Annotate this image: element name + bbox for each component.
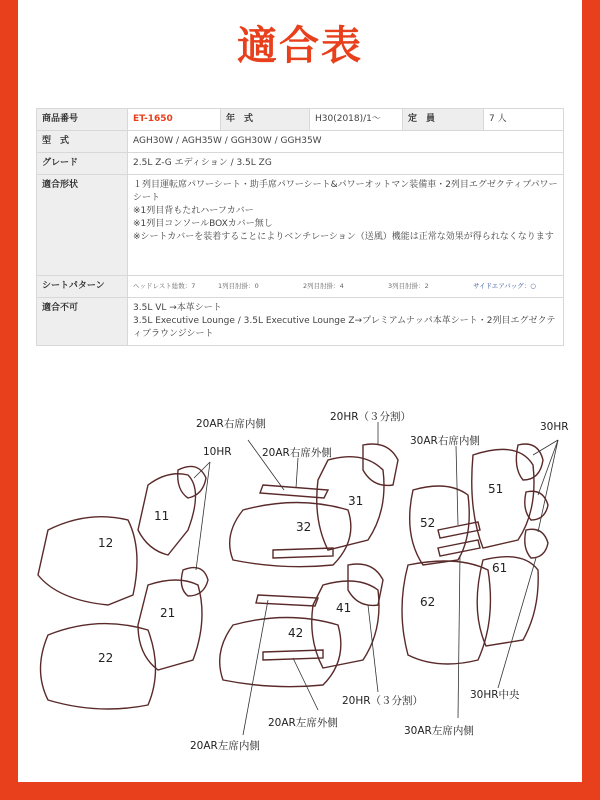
part-11: 11 [154, 509, 170, 523]
label-20ar-right-outer: 20AR右席外側 [262, 447, 332, 459]
seat-back-12 [38, 517, 137, 605]
headrest-30hr-a [516, 444, 543, 480]
page-title: 適合表 [237, 23, 363, 69]
side-airbag: サイドエアバッグ：○ [473, 282, 536, 290]
grade-label: グレード [37, 153, 128, 175]
label-20hr-top: 20HR（３分割） [330, 411, 412, 423]
shape-value [128, 175, 564, 276]
capacity-value: 7 人 [484, 109, 564, 131]
label-30hr: 30HR [540, 421, 569, 433]
ng-label: 適合不可 [37, 298, 128, 346]
shape-line: ※1列目コンソールBOXカバー無し [133, 219, 273, 229]
label-20hr-bottom: 20HR（３分割） [342, 695, 424, 707]
part-51: 51 [488, 482, 504, 496]
ng-value [128, 298, 564, 346]
grade-value: 2.5L Z-G エディション / 3.5L ZG [128, 153, 564, 175]
label-30ar-right-inner: 30AR右席内側 [410, 435, 480, 447]
shape-line: ※シートカバーを装着することによりベンチレーション（送風）機能は正常な効果が得られなくなります [133, 232, 554, 242]
label-30hr-center: 30HR中央 [470, 689, 520, 701]
armrest-30ar-left-inner [438, 540, 480, 556]
shape-line: ※1列目背もたれハーフカバー [133, 206, 254, 216]
fit-table [36, 108, 564, 346]
part-62: 62 [420, 595, 436, 609]
label-20ar-left-inner: 20AR左席内側 [190, 740, 260, 752]
row1-armrest: 1列目肘掛：0 [218, 282, 259, 290]
part-31: 31 [348, 494, 364, 508]
product-label: 商品番号 [37, 109, 128, 131]
shape-label: 適合形状 [37, 175, 128, 276]
headrest-30hr-c [525, 529, 548, 558]
headrest-30hr-b [525, 491, 548, 520]
label-10hr: 10HR [203, 446, 232, 458]
part-22: 22 [98, 651, 114, 665]
part-12: 12 [98, 536, 114, 550]
row2-armrest: 2列目肘掛：4 [303, 282, 344, 290]
armrest-20ar-left-outer [256, 595, 318, 606]
year-value: H30(2018)/1～ [310, 109, 403, 131]
part-42: 42 [288, 626, 304, 640]
headrest-10hr-a [178, 466, 206, 498]
table-row [37, 276, 564, 298]
part-41: 41 [336, 601, 352, 615]
ng-line: 3.5L Executive Lounge / 3.5L Executive Lounge Z→プレミアムナッパ本革シート・2列目エグゼクティブラウンジシート [133, 316, 556, 339]
headrest-20hr-top [363, 444, 398, 485]
part-21: 21 [160, 606, 176, 620]
label-20ar-right-inner: 20AR右席内側 [196, 418, 266, 430]
capacity-label: 定 員 [403, 109, 484, 131]
year-label: 年 式 [221, 109, 310, 131]
pattern-label: シートパターン [37, 276, 128, 298]
table-row [37, 153, 564, 175]
part-32: 32 [296, 520, 312, 534]
product-value: ET-1650 [128, 109, 221, 131]
seat-back-41 [312, 581, 379, 668]
armrest-30ar-right-inner [438, 522, 480, 538]
pattern-value [128, 276, 564, 298]
row3-armrest: 3列目肘掛：2 [388, 282, 429, 290]
armrest-20ar-right-inner [273, 548, 333, 558]
model-value: AGH30W / AGH35W / GGH30W / GGH35W [128, 131, 564, 153]
ng-line: 3.5L VL →本革シート [133, 303, 222, 313]
table-row [37, 298, 564, 346]
table-row [37, 175, 564, 276]
label-20ar-left-outer: 20AR左席外側 [268, 717, 338, 729]
table-row [37, 109, 564, 131]
headrest-20hr-bottom [348, 564, 383, 605]
table-row [37, 131, 564, 153]
seat-back-21 [138, 580, 202, 670]
label-30ar-left-inner: 30AR左席内側 [404, 725, 474, 737]
headrest-count: ヘッドレスト総数：7 [133, 282, 196, 290]
model-label: 型 式 [37, 131, 128, 153]
part-61: 61 [492, 561, 508, 575]
part-52: 52 [420, 516, 436, 530]
shape-line: １列目運転席パワーシート・助手席パワーシート&パワーオットマン装備車・2列目エグゼクティブパワーシート [133, 180, 558, 203]
headrest-10hr-b [181, 568, 208, 596]
